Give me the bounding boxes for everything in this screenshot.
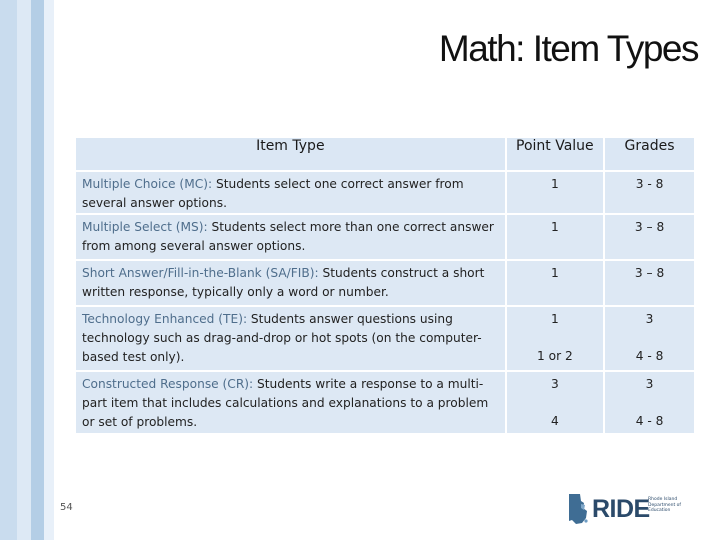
grades-value: 3 – 8 [634, 266, 665, 280]
table-row [76, 259, 694, 305]
item-type-description: Students write a response to a multi-part item that includes calculations and explanations to a problem or set of problems. [82, 377, 489, 429]
item-type-name: Technology Enhanced (TE): [82, 312, 248, 326]
point-value-cell [505, 305, 603, 370]
grades-value: 4 - 8 [635, 349, 664, 363]
point-value: 1 [550, 177, 559, 191]
item-type-name: Short Answer/Fill-in-the-Blank (SA/FIB): [82, 266, 319, 280]
table-header-row [76, 138, 694, 170]
decorative-band [44, 0, 54, 540]
item-type-name: Multiple Select (MS): [82, 220, 208, 234]
item-type-description: Students construct a short written response, typically only a word or number. [82, 266, 485, 299]
point-value: 1 [550, 312, 559, 326]
point-value: 3 [550, 377, 559, 391]
table-row [76, 370, 694, 433]
item-type-description: Students select one correct answer from several answer options. [82, 177, 464, 210]
point-value-cell [505, 259, 603, 305]
point-value: 1 [550, 220, 559, 234]
table-row [76, 213, 694, 259]
item-type-description: Students select more than one correct answer from among several answer options. [82, 220, 494, 253]
item-type-name: Constructed Response (CR): [82, 377, 254, 391]
grades-value: 3 [645, 312, 654, 326]
decorative-band [0, 0, 17, 540]
item-type-name: Multiple Choice (MC): [82, 177, 213, 191]
table-row [76, 305, 694, 370]
item-type-cell [76, 305, 505, 370]
item-type-description: Students answer questions using technology such as drag-and-drop or hot spots (on the computer-based test only). [82, 312, 482, 364]
point-value: 4 [550, 414, 559, 428]
grades-value: 3 - 8 [635, 177, 664, 191]
ride-logo [566, 492, 692, 526]
slide-title: Math: Item Types [438, 28, 698, 69]
grades-value: 4 - 8 [635, 414, 664, 428]
grades-cell [603, 370, 694, 433]
decorative-band [17, 0, 31, 540]
item-type-cell [76, 213, 505, 259]
item-types-table [76, 138, 694, 433]
grades-value: 3 – 8 [634, 220, 665, 234]
table-row [76, 170, 694, 213]
grades-cell [603, 305, 694, 370]
header-item-type: Item Type [76, 138, 505, 170]
rhode-island-map-icon [566, 492, 590, 526]
grades-cell [603, 213, 694, 259]
point-value: 1 or 2 [536, 349, 573, 363]
point-value-cell [505, 213, 603, 259]
grades-cell [603, 259, 694, 305]
logo-subtitle: Rhode Island Department of Education [648, 497, 681, 513]
logo-wordmark: RIDE [592, 495, 650, 523]
header-grades: Grades [603, 138, 694, 170]
item-type-cell [76, 370, 505, 433]
point-value: 1 [550, 266, 559, 280]
point-value-cell [505, 370, 603, 433]
item-type-cell [76, 170, 505, 213]
header-point-value: Point Value [505, 138, 603, 170]
grades-value: 3 [645, 377, 654, 391]
page-number: 54 [60, 502, 73, 513]
item-type-cell [76, 259, 505, 305]
grades-cell [603, 170, 694, 213]
point-value-cell [505, 170, 603, 213]
decorative-band [31, 0, 44, 540]
